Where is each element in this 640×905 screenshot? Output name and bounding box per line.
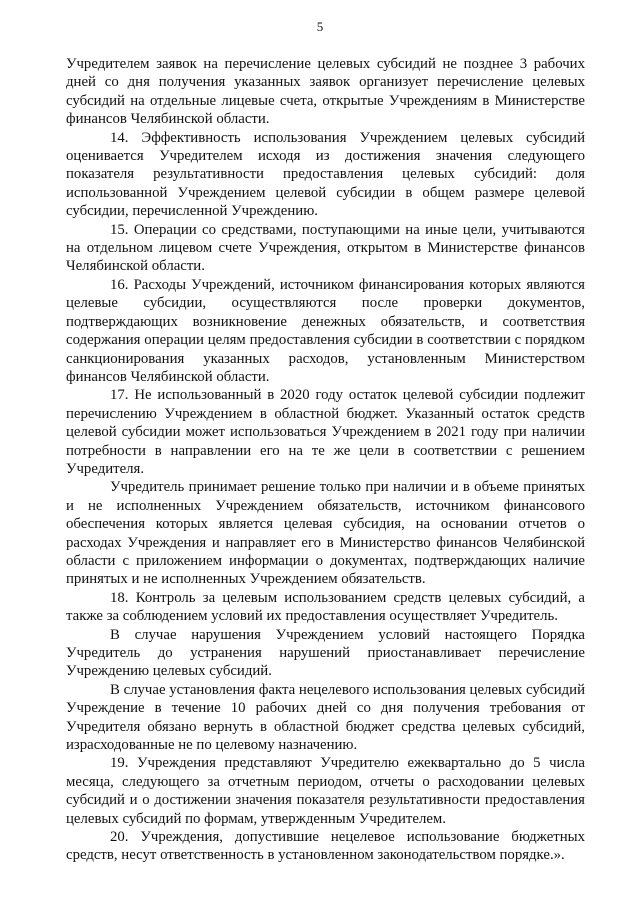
paragraph-17-founder-decision: Учредитель принимает решение только при наличии и в объеме принятых и не исполненных Учреждением обязательств, источником финансового обеспечения которых является целевая субсидия, на основании отчетов о расходах Учреждения и направляет его в Министерство финансов Челябинской области с приложением информации о документах, подтверждающих наличие принятых и не исполненных Учреждением обязательств. [66,479,585,588]
paragraph-18-violation: В случае нарушения Учреждением условий настоящего Порядка Учредитель до устранения нарушений приостанавливает перечисление Учреждению целевых субсидий. [66,626,585,680]
paragraph-15: 15. Операции со средствами, поступающими на иные цели, учитываются на отдельном лицевом счете Учреждения, открытом в Министерстве финансов Челябинской области. [66,221,585,275]
paragraph-14: 14. Эффективность использования Учреждением целевых субсидий оценивается Учредителем исходя из достижения значения следующего показателя результативности предоставления целевых субсидий: доля использованной Учреждением целевой субсидии в общем размере целевой субсидии, перечисленной Учреждению. [66,129,585,220]
paragraph-19: 19. Учреждения представляют Учредителю ежеквартально до 5 числа месяца, следующего за отчетным периодом, отчеты о расходовании целевых субсидий и о достижении значения показателя результативности предоставления целевых субсидий по формам, утвержденным Учредителем. [66,755,585,827]
paragraph-16: 16. Расходы Учреждений, источником финансирования которых являются целевые субсидии, осуществляются после проверки документов, подтверждающих возникновение денежных обязательств, и соответствия содержания операции целям предоставления субсидии в соответствии с порядком санкционирования указанных расходов, установленным Министерством финансов Челябинской области. [66,276,585,385]
paragraph-18-misuse: В случае установления факта нецелевого использования целевых субсидий Учреждение в течение 10 рабочих дней со дня получения требования от Учредителя обязано вернуть в областной бюджет средства целевых субсидий, израсходованные не по целевому назначению. [66,681,585,754]
page-number: 5 [316,19,324,34]
paragraph-18: 18. Контроль за целевым использованием средств целевых субсидий, а также за соблюдением условий их предоставления осуществляет Учредитель. [66,589,585,625]
paragraph-continuation: Учредителем заявок на перечисление целевых субсидий не позднее 3 рабочих дней со дня получения указанных заявок организует перечисление целевых субсидий на отдельные лицевые счета, открытые Учреждениям в Министерстве финансов Челябинской области. [66,56,585,128]
paragraph-17: 17. Не использованный в 2020 году остаток целевой субсидии подлежит перечислению Учреждением в областной бюджет. Указанный остаток средств целевой субсидии может использоваться Учреждением в 2021 году при наличии потребности в направлении его на те же цели в соответствии с решением Учредителя. [66,387,585,477]
document-body [66,55,585,865]
paragraph-20: 20. Учреждения, допустившие нецелевое использование бюджетных средств, несут ответственность в установленном законодательством порядке.». [66,829,585,864]
